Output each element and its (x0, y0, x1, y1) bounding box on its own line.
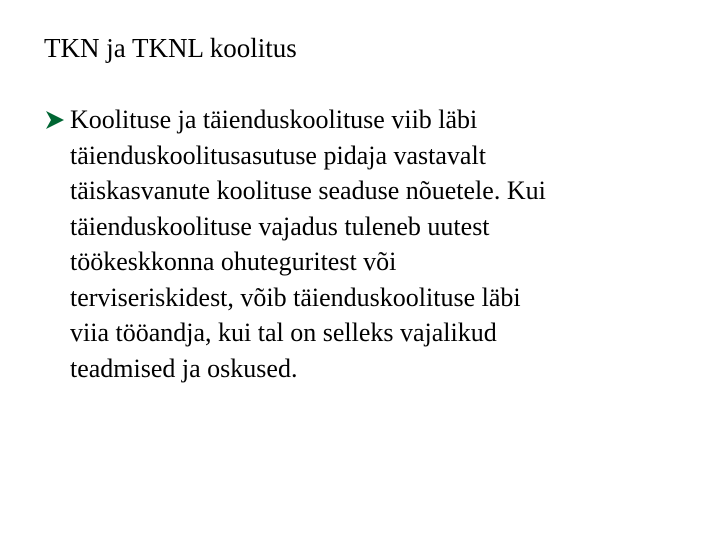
bullet-line: täienduskoolitusasutuse pidaja vastavalt (70, 140, 486, 170)
bullet-line: täiskasvanute koolituse seaduse nõuetele. Kui (70, 176, 546, 205)
arrowhead-bullet-icon (44, 102, 68, 137)
bullet-line: Koolituse ja täienduskoolituse viib läbi (70, 105, 478, 134)
bullet-line: teadmised ja oskused. (70, 353, 298, 383)
bullet-item (44, 102, 684, 386)
slide-title: TKN ja TKNL koolitus (44, 33, 297, 63)
bullet-line: töökeskkonna ohuteguritest või (70, 247, 397, 276)
bullet-line: viia tööandja, kui tal on selleks vajalikud (70, 318, 497, 347)
bullet-list (44, 102, 684, 386)
bullet-line: terviseriskidest, võib täienduskoolituse läbi (70, 282, 521, 312)
bullet-text (70, 102, 684, 386)
bullet-line: täienduskoolituse vajadus tuleneb uutest (70, 211, 490, 241)
